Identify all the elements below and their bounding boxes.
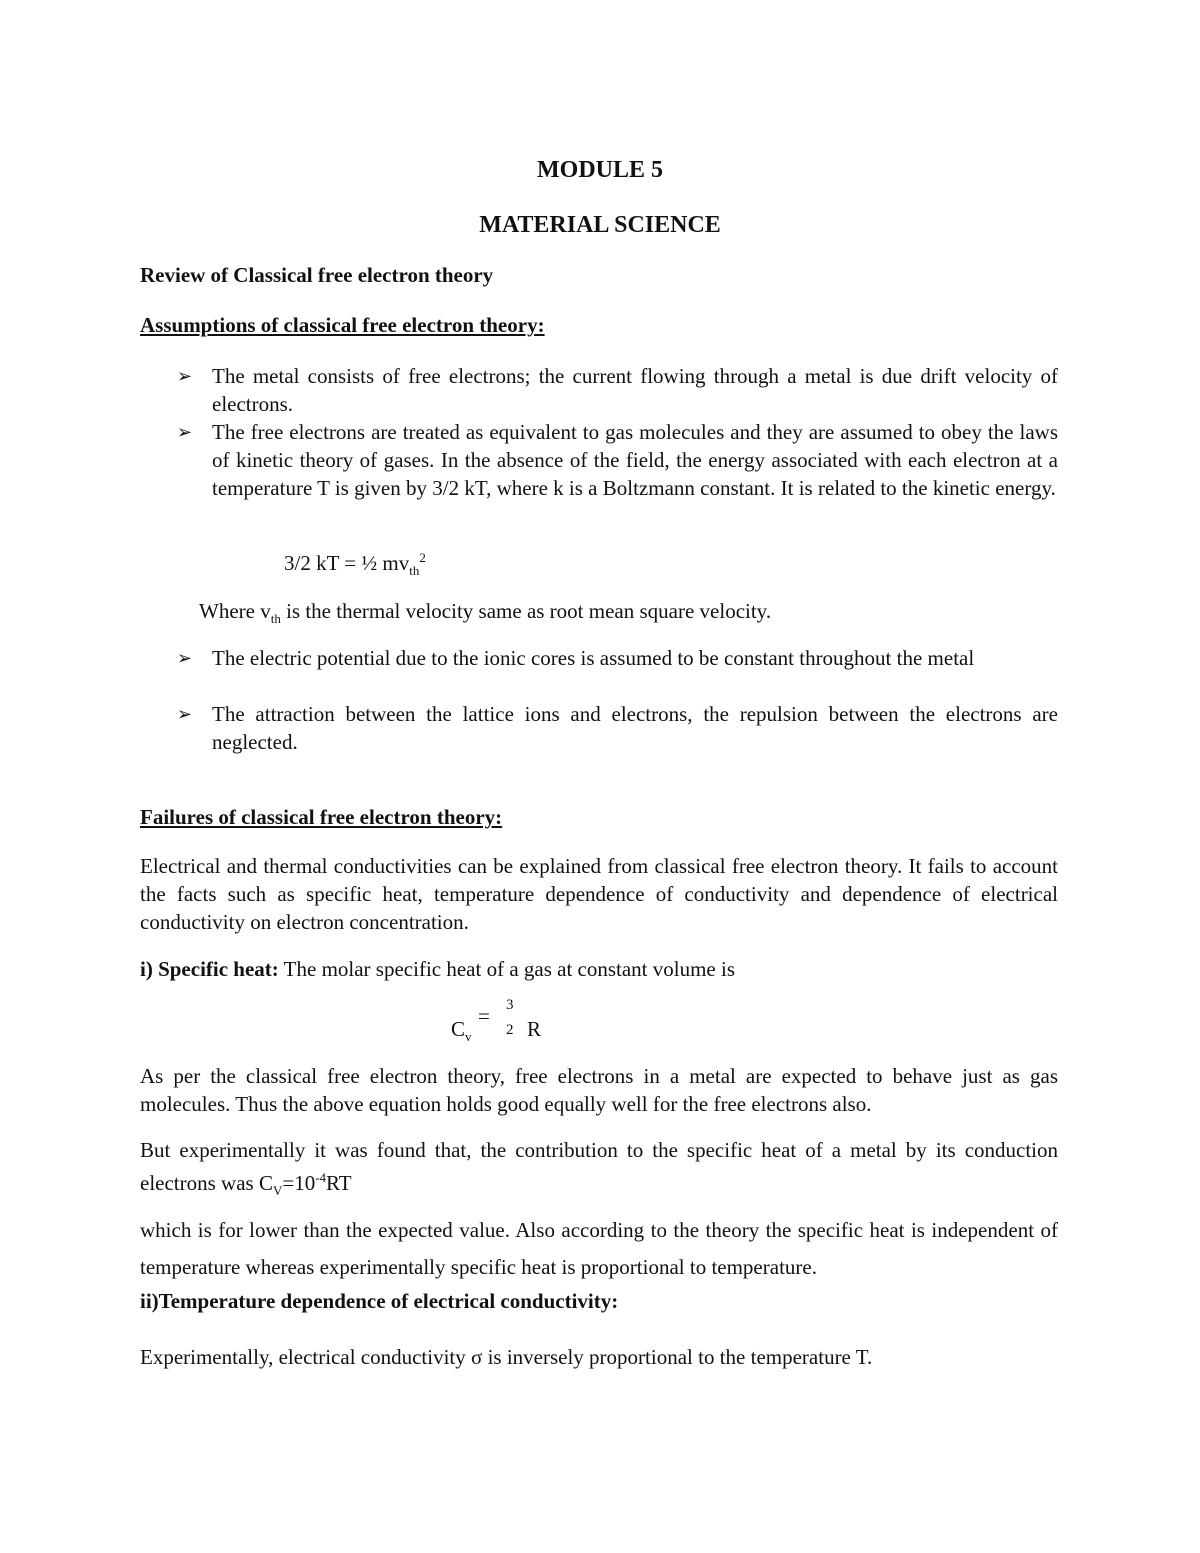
bullet-icon: ➢ <box>177 422 193 442</box>
bullet-icon: ➢ <box>177 704 193 724</box>
bullet-icon: ➢ <box>177 648 193 668</box>
equals-sign: = <box>478 1004 490 1028</box>
section-heading: Review of Classical free electron theory <box>140 263 494 287</box>
temperature-heading: ii)Temperature dependence of electrical conductivity: <box>140 1289 619 1313</box>
specific-heat-para3: which is for lower than the expected value. Also according to the theory the specific heat is independent of temperature whereas experimentally specific heat is proportional to temperature. <box>140 1218 1058 1279</box>
failures-heading: Failures of classical free electron theory: <box>140 805 503 829</box>
assumption-item: The metal consists of free electrons; the current flowing through a metal is due drift velocity of electrons. <box>212 364 1058 416</box>
specific-heat-line: i) Specific heat: The molar specific heat of a gas at constant volume is <box>140 957 736 981</box>
thermal-velocity-note: Where $v_{th}$ is the thermal velocity same as root mean square velocity. <box>199 599 772 627</box>
gas-constant: R <box>527 1017 542 1041</box>
assumption-item: The attraction between the lattice ions and electrons, the repulsion between the electrons are neglected. <box>212 702 1058 754</box>
assumption-item: The free electrons are treated as equivalent to gas molecules and they are assumed to obey the laws of kinetic theory of gases. In the absence of the field, the energy associated with each electron at a temperature T is given by 3/2 kT, where k is a Boltzmann constant. It is related to the kinetic energy. <box>212 420 1058 500</box>
specific-heat-equation: $C_v$ <box>451 1017 472 1045</box>
assumption-item: The electric potential due to the ionic cores is assumed to be constant throughout the metal <box>212 646 975 670</box>
fraction-numerator: 3 <box>506 997 514 1013</box>
specific-heat-para1: As per the classical free electron theory, free electrons in a metal are expected to behave just as gas molecules. Thus the above equation holds good equally well for the free electrons also. <box>140 1064 1058 1116</box>
temperature-text: Experimentally, electrical conductivity σ is inversely proportional to the temperature T. <box>140 1345 873 1369</box>
page-title: MODULE 5 <box>537 157 663 183</box>
bullet-icon: ➢ <box>177 366 193 386</box>
specific-heat-label: i) Specific heat: <box>140 957 279 981</box>
page-subtitle: MATERIAL SCIENCE <box>479 212 721 238</box>
kinetic-energy-equation: 3/2 kT = ½ $mv_{th}^2$ <box>284 550 426 579</box>
assumptions-heading: Assumptions of classical free electron theory: <box>140 313 545 337</box>
fraction-denominator: 2 <box>506 1022 514 1038</box>
failures-intro: Electrical and thermal conductivities can be explained from classical free electron theory. It fails to account the facts such as specific heat, temperature dependence of conductivity and dependence of electrical conductivity on electron concentration. <box>140 854 1058 934</box>
specific-heat-para2: But experimentally it was found that, the contribution to the specific heat of a metal by its conduction electrons was $C_V=10^{-4}RT$ <box>140 1138 1058 1199</box>
